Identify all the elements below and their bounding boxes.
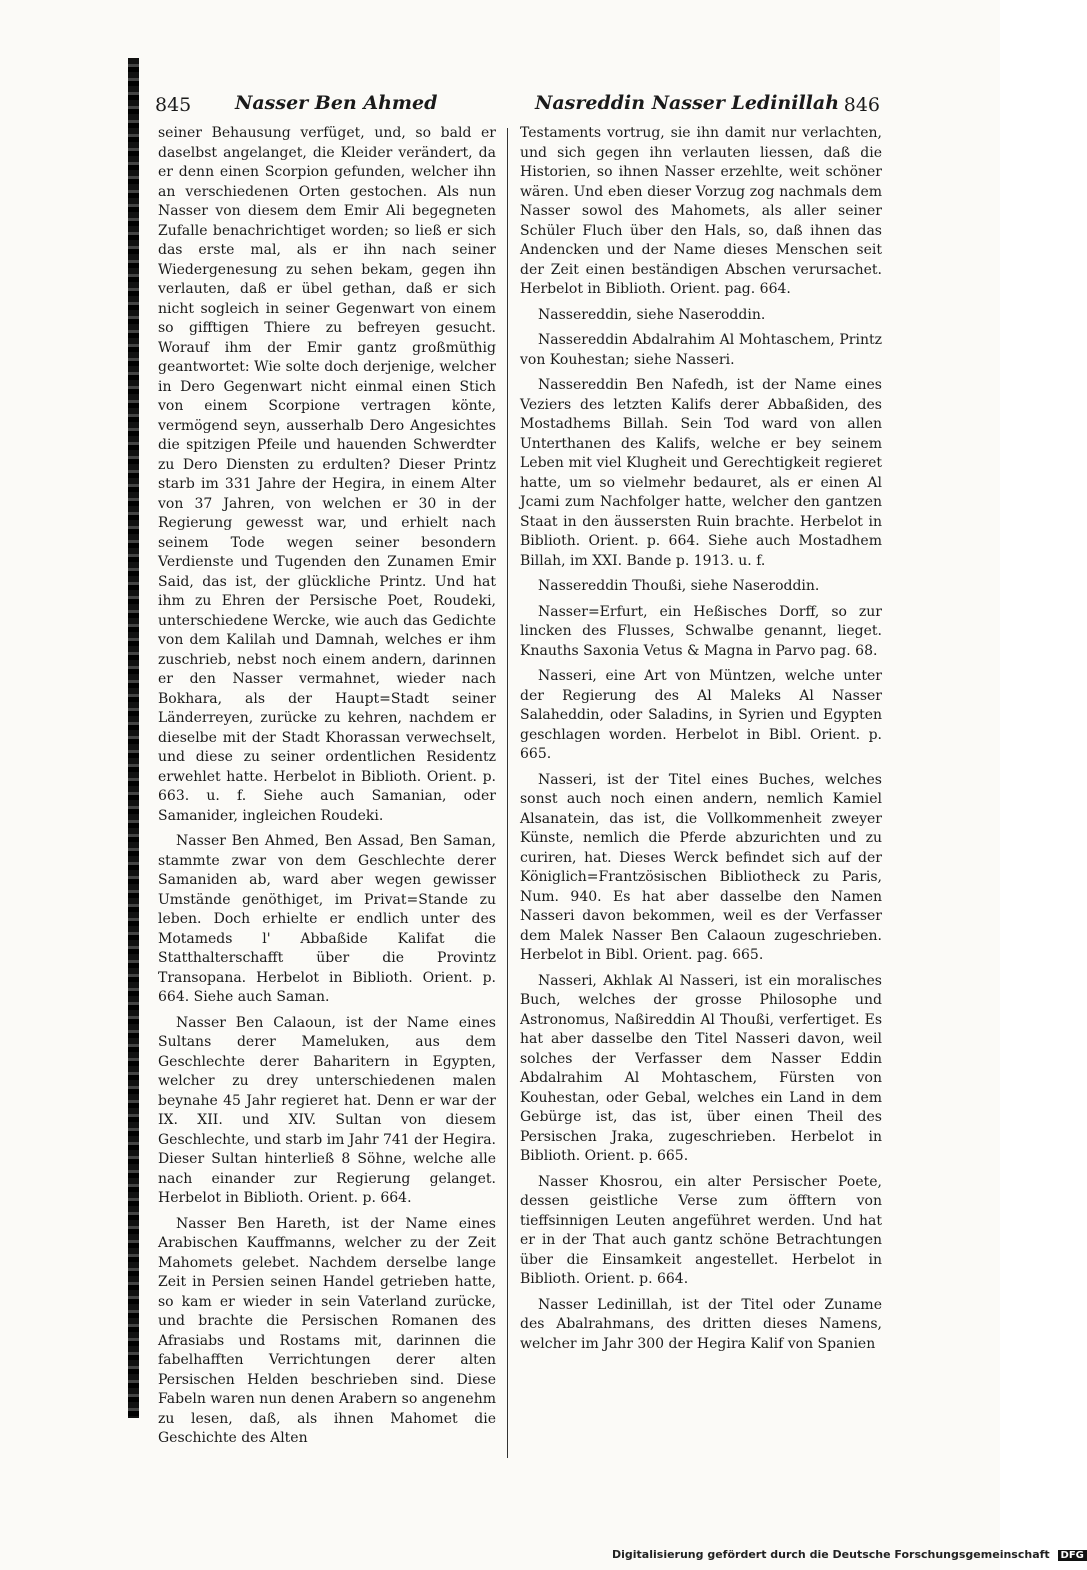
paragraph: Testaments vortrug, sie ihn damit nur verlachten, und sich gegen ihn verlauten liessen, daß die Historien, so ihnen Nasser erzehlte, weit schöner wären. Und eben dieser Vorzug zog nachmals dem Nasser sowol des Mahomets, als aller seiner Schüler Fluch über den Hals, so, daß ihnen das Andencken und der Name dieses Menschen seit der Zeit einen beständigen Abschen verursachet. Herbelot in Biblioth. Orient. pag. 664. [520, 125, 882, 297]
entry-paragraph: Nasser Ben Hareth, ist der Name eines Arabischen Kauffmanns, welcher zu der Zeit Mahomets gelebet. Nachdem derselbe lange Zeit in Persien seinen Handel getrieben hatte, so kam er wieder in sein Vaterland zurücke, und brachte die Persischen Romanen des Afrasiabs und Rostams mit, darinnen die fabelhafften Verrichtungen derer alten Persischen Helden beschrieben sind. Diese Fabeln waren nun denen Arabern so angenehm zu lesen, daß, als ihnen Mahomet die Geschichte des Alten [158, 1215, 496, 1446]
header-right [515, 90, 880, 122]
entry-paragraph: Nassereddin Thoußi, siehe Naseroddin. [538, 578, 820, 594]
right-column [520, 124, 882, 1464]
entry-paragraph: Nasser Ben Ahmed, Ben Assad, Ben Saman, stammte zwar von dem Geschlechte derer Samaniden ab, ward aber wegen gewisser Umstände genöthiget, im Privat=Stande zu leben. Doch erhielte er endlich unter des Motameds l' Abbaßide Kalifat die Statthalterschafft über die Provintz Transopana. Herbelot in Biblioth. Orient. p. 664. Siehe auch Saman. [158, 833, 496, 1005]
header-left [155, 90, 500, 122]
left-column [158, 124, 496, 1464]
digitization-footer [612, 1548, 1084, 1566]
entry-paragraph: Nassereddin Ben Nafedh, ist der Name eines Veziers des letzten Kalifs derer Abbaßiden, des Mostadhems Billah. Sein Tod ward von allen Unterthanen des Kalifs, welche er bey seinem Leben mit viel Klugheit und Gerechtigkeit regieret hatte, um so vielmehr bedauret, als er einen Al Jcami zum Nachfolger hatte, welcher den gantzen Staat in den äussersten Ruin brachte. Herbelot in Biblioth. Orient. p. 664. Siehe auch Mostadhem Billah, im XXI. Bande p. 1913. u. f. [520, 377, 882, 569]
right-page-number: 846 [843, 94, 880, 116]
entry-paragraph: Nasseri, Akhlak Al Nasseri, ist ein moralisches Buch, welches der grosse Philosophe und Astronomus, Naßireddin Al Thoußi, verfertiget. Es hat aber dasselbe den Titel Nasseri davon, weil solches der Verfasser dem Nasser Eddin Abdalrahim Al Mohtaschem, Fürsten von Kouhestan, oder Gebal, welches ein Land in dem Gebürge ist, das ist, über einen Theil des Persischen Jraka, zugeschrieben. Herbelot in Biblioth. Orient. p. 665. [520, 972, 882, 1164]
paragraph: seiner Behausung verfüget, und, so bald er daselbst angelanget, die Kleider verändert, da er denn einen Scorpion gefunden, welcher ihn an verschiedenen Orten gestochen. Als nun Nasser von diesem dem Emir Ali begegneten Zufalle benachrichtiget worden; so ließ er sich das erste mal, als er ihn nach seiner Wiedergenesung zu sehen bekam, gegen ihn verlauten, daß er übel gethan, daß er sich nicht sogleich in seiner Gegenwart von einem so gifftigen Thiere zu befreyen gesucht. Worauf ihm der Emir gantz großmüthig geantwortet: Wie solte doch derjenige, welcher in Dero Gegenwart nicht einmal einen Stich von einem Scorpione vertragen könte, vermögend seyn, ausserhalb Dero Angesichtes die spitzigen Pfeile und hauenden Schwerdter zu Dero Diensten zu erdulten? Dieser Printz starb im 331 Jahre der Hegira, in einem Alter von 37 Jahren, von welchen er 30 in der Regierung gewesst war, und erhielt nach seinem Tode wegen seiner besondern Verdienste und Tugenden den Zunamen Emir Said, das ist, der glückliche Printz. Und hat ihm zu Ehren der Persische Poet, Roudeki, unterschiedene Wercke, wie auch das Gedichte von dem Kalilah und Damnah, welches er ihm zuschrieb, nebst noch einem andern, darinnen er den Nasser vermahnet, wieder nach Bokhara, als der Haupt=Stadt seiner Länderreyen, zurücke zu kehren, nachdem er dieselbe mit der Stadt Khorassan verwechselt, und diese zu seiner ordentlichen Residentz erwehlet hatte. Herbelot in Biblioth. Orient. p. 663. u. f. Siehe auch Samanian, oder Samanider, ingleichen Roudeki. [158, 125, 496, 824]
entry-paragraph: Nassereddin Abdalrahim Al Mohtaschem, Printz von Kouhestan; siehe Nasseri. [520, 332, 882, 368]
entry-paragraph: Nasser Ben Calaoun, ist der Name eines Sultans derer Mameluken, aus dem Geschlechte derer Baharitern in Egypten, welcher zu drey unterschiedenen malen beynahe 45 Jahr regieret hat. Denn er war der IX. XII. und XIV. Sultan von diesem Geschlechte, und starb im Jahr 741 der Hegira. Dieser Sultan hinterließ 8 Söhne, welche alle nach einander zur Regierung gelanget. Herbelot in Biblioth. Orient. p. 664. [158, 1014, 496, 1206]
page-binding-edge [128, 58, 139, 1418]
left-page-number: 845 [155, 94, 192, 116]
left-running-title: Nasser Ben Ahmed [235, 92, 438, 114]
entry-paragraph: Nasser Khosrou, ein alter Persischer Poete, dessen geistliche Verse zum öfftern von tieffsinnigen Leuten angeführet werden. Und hat er in der That auch gantz schöne Betrachtungen über die Einsamkeit angestellet. Herbelot in Biblioth. Orient. p. 664. [520, 1173, 882, 1287]
entry-paragraph: Nasser=Erfurt, ein Heßisches Dorff, so zur lincken des Flusses, Schwalbe genannt, lieget. Knauths Saxonia Vetus & Magna in Parvo pag. 68. [520, 603, 882, 659]
right-running-title: Nasreddin Nasser Ledinillah [535, 92, 840, 114]
dfg-logo: DFG [1058, 1550, 1087, 1561]
footer-text: Digitalisierung gefördert durch die Deutsche Forschungsgemeinschaft [612, 1548, 1050, 1561]
entry-paragraph: Nasseri, ist der Titel eines Buches, welches sonst auch noch einen andern, nemlich Kamiel Alsanatein, das ist, die Vollkommenheit zweyer Künste, nemlich die Pferde abzurichten und zu curiren, hat. Dieses Werck befindet sich auf der Königlich=Frantzösischen Bibliotheck zu Paris, Num. 940. Es hat aber dasselbe den Namen Nasseri davon bekommen, weil es der Verfasser dem Malek Nasser Ben Calaoun zugeschrieben. Herbelot in Bibl. Orient. pag. 665. [520, 771, 882, 963]
column-divider [507, 128, 508, 1458]
entry-paragraph: Nasser Ledinillah, ist der Titel oder Zuname des Abalrahmans, des dritten dieses Namens, welcher im Jahr 300 der Hegira Kalif von Spanien [520, 1296, 882, 1352]
entry-paragraph: Nasseri, eine Art von Müntzen, welche unter der Regierung des Al Maleks Al Nasser Salaheddin, oder Saladins, in Syrien und Egypten geschlagen worden. Herbelot in Bibl. Orient. p. 665. [520, 668, 882, 762]
entry-paragraph: Nassereddin, siehe Naseroddin. [538, 306, 766, 323]
